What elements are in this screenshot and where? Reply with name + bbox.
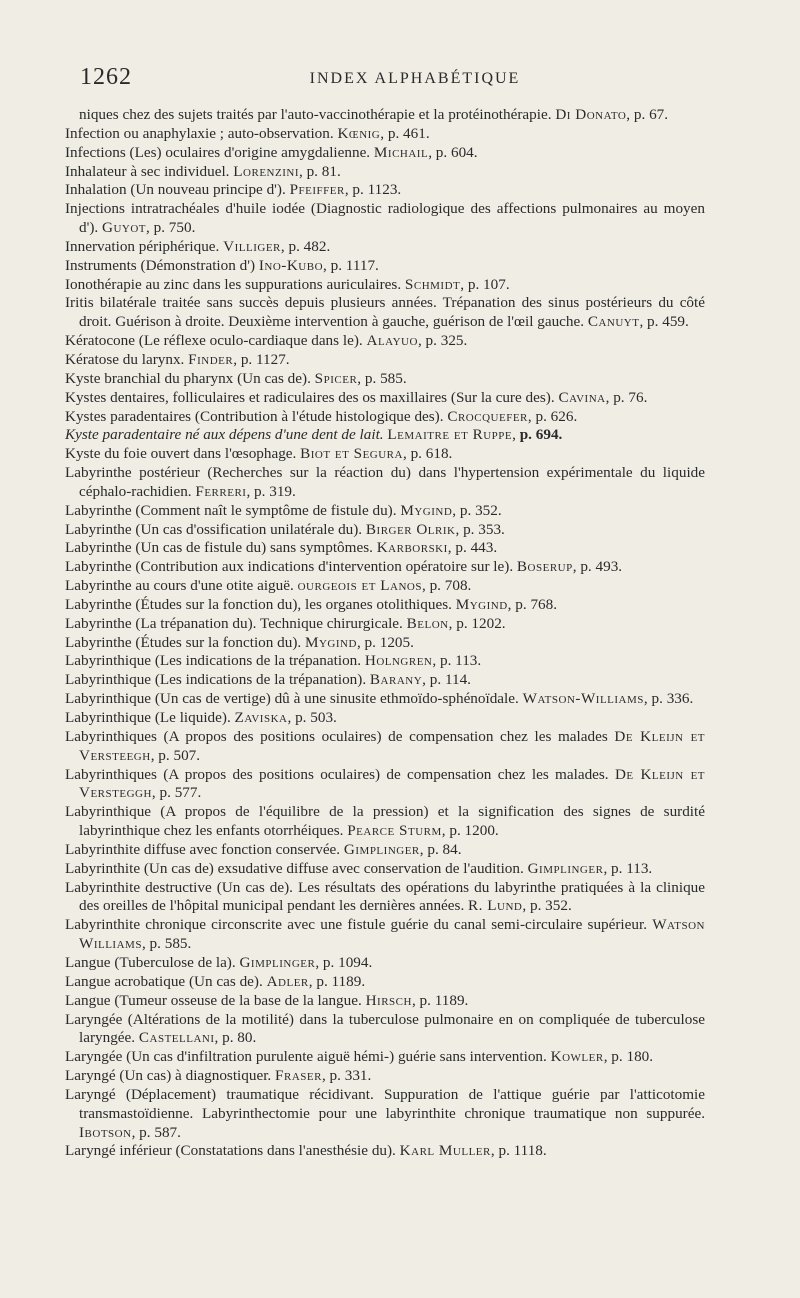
entry-page: p. 114. xyxy=(429,671,471,689)
entry-page: p. 459. xyxy=(647,313,689,331)
entry-page: p. 1200. xyxy=(449,822,499,840)
entry-page: p. 1123. xyxy=(352,181,402,199)
entry-title: Kératocone (Le réflexe oculo-cardiaque dans le). xyxy=(65,332,363,350)
entry-author: Ferreri xyxy=(195,482,247,500)
entry-title: Laryngé inférieur (Constatations dans l'anesthésie du). xyxy=(65,1142,396,1160)
index-entry: Labyrinthe (Études sur la fonction du), les organes otolithiques. Mygind, p. 768. xyxy=(65,595,558,613)
index-entry: Labyrinthite diffuse avec fonction conservée. Gimplinger, p. 84. xyxy=(65,840,462,858)
index-entry: Laryngée (Un cas d'infiltration purulente aiguë hémi-) guérie sans intervention. Kowler, p. 180. xyxy=(65,1048,654,1066)
entry-title: Labyrinthique (Les indications de la trépanation). xyxy=(65,671,367,689)
entry-page: p. 336. xyxy=(651,690,694,708)
page-number: 1262 xyxy=(80,64,132,90)
index-entry: Ionothérapie au zinc dans les suppurations auriculaires. Schmidt, p. 107. xyxy=(65,275,510,293)
index-entry: Infections (Les) oculaires d'origine amygdalienne. Michail, p. 604. xyxy=(65,143,478,161)
entry-page: p. 352. xyxy=(459,501,502,519)
index-entry: Labyrinthite chronique circonscrite avec une fistule guérie du canal semi-circulaire supérieur. Watson Williams, p. 585. xyxy=(65,916,705,953)
entry-author: Adler xyxy=(266,972,309,990)
entry-title: Labyrinthiques (A propos des positions oculaires) de compensation chez les malades xyxy=(65,727,608,745)
entry-page: p. 585. xyxy=(149,935,192,953)
index-entry: Labyrinthiques (A propos des positions oculaires) de compensation chez les malades De Kleijn et Versteegh, p. 507. xyxy=(65,727,706,764)
entry-author: Birger Olrik xyxy=(365,520,456,538)
entry-page: p. 80. xyxy=(222,1029,257,1047)
entry-author: Karl Muller xyxy=(399,1142,491,1160)
entry-author: Finder xyxy=(188,350,234,368)
entry-page: p. 482. xyxy=(288,237,331,255)
entry-title: Labyrinthite (Un cas de) exsudative diffuse avec conservation de l'audition. xyxy=(65,859,524,877)
entry-title: Laryngée (Un cas d'infiltration purulente aiguë hémi-) guérie sans intervention. xyxy=(65,1048,547,1066)
entry-title: Injections intratrachéales d'huile iodée (Diagnostic radiologique des affections pulmonaires au moyen d'). xyxy=(65,200,705,237)
entry-author: Castellani xyxy=(138,1029,215,1047)
entry-page: p. 325. xyxy=(425,332,468,350)
entry-page: p. 750. xyxy=(153,219,196,237)
entry-author: Biot et Segura xyxy=(300,445,403,463)
entry-author: Pearce Sturm xyxy=(347,822,442,840)
index-entry: Labyrinthique (Les indications de la trépanation. Holngren, p. 113. xyxy=(65,652,482,670)
entry-page: p. 113. xyxy=(611,859,653,877)
index-entry: Langue acrobatique (Un cas de). Adler, p. 1189. xyxy=(65,972,366,990)
entry-author: Boserup xyxy=(516,558,573,576)
entry-title: Inhalation (Un nouveau principe d'). xyxy=(65,181,286,199)
index-entry: Labyrinthique (Un cas de vertige) dû à une sinusite ethmoïdo-sphénoïdale. Watson-Williams, p. 336. xyxy=(65,690,694,708)
entry-page: p. 587. xyxy=(139,1123,181,1141)
entry-author: Mygind xyxy=(304,633,357,651)
entry-page: p. 1189. xyxy=(419,991,469,1009)
page-header xyxy=(0,58,800,98)
entry-page: p. 81. xyxy=(306,162,341,180)
entry-author: Karborski xyxy=(376,539,448,557)
index-entry: Labyrinthe (Un cas de fistule du) sans symptômes. Karborski, p. 443. xyxy=(65,539,498,557)
entry-page: p. 503. xyxy=(295,709,337,726)
entry-author: De Kleijn et Versteegh xyxy=(79,727,706,764)
entry-author: Hirsch xyxy=(365,991,412,1009)
entry-author: Schmidt xyxy=(404,275,461,293)
entry-page: p. 577. xyxy=(159,784,202,802)
index-entry: Kystes paradentaires (Contribution à l'étude histologique des). Crocquefer, p. 626. xyxy=(65,407,578,425)
entry-page: p. 604. xyxy=(435,143,478,161)
entry-title: Labyrinthe postérieur (Recherches sur la réaction du) dans l'hypertension expérimentale du liquide céphalo-rachidien. xyxy=(65,464,705,500)
index-entry: Labyrinthe (Comment naît le symptôme de fistule du). Mygind, p. 352. xyxy=(65,501,502,519)
index-entry: niques chez des sujets traités par l'auto-vaccinothérapie et la protéinothérapie. Di Donato, p. 67. xyxy=(79,106,669,123)
entry-title: Labyrinthe (Études sur la fonction du). xyxy=(65,633,302,651)
entry-author: Holngren xyxy=(364,652,433,670)
index-entry: Innervation périphérique. Villiger, p. 482. xyxy=(65,237,331,255)
index-entry: Labyrinthe (Études sur la fonction du). Mygind, p. 1205. xyxy=(65,633,414,651)
entry-author: Ibotson xyxy=(79,1123,132,1141)
entry-page: p. 76. xyxy=(613,388,648,406)
entry-title: Labyrinthique (A propos de l'équilibre de la pression) et la signification des signes de surdité labyrinthique chez les enfants otorrhéiques. xyxy=(65,803,705,840)
entry-page: p. 768. xyxy=(515,595,558,613)
entry-title: Laryngé (Un cas) à diagnostiquer. xyxy=(65,1067,272,1085)
index-entry: Labyrinthiques (A propos des positions oculaires) de compensation chez les malades. De Kleijn et Versteggh, p. 577. xyxy=(65,765,706,802)
entry-title: Kyste paradentaire né aux dépens d'une dent de lait. xyxy=(65,426,384,444)
index-entry: Kystes dentaires, folliculaires et radiculaires des os maxillaires (Sur la cure des). Cavina, p. 76. xyxy=(65,388,648,406)
index-entry: Iritis bilatérale traitée sans succès depuis plusieurs années. Trépanation des sinus postérieurs du côté droit. Guérison à droite. Deuxième intervention à gauche, guérison de l'œil gauche. Canuyt, p. 459. xyxy=(65,294,705,331)
entry-title: Kystes dentaires, folliculaires et radiculaires des os maxillaires (Sur la cure des). xyxy=(65,388,555,406)
index-entry: Labyrinthique (Les indications de la trépanation). Barany, p. 114. xyxy=(65,671,471,689)
index-entry: Kyste paradentaire né aux dépens d'une dent de lait. Lemaitre et Ruppe, p. 694. xyxy=(65,426,563,444)
entry-title: Laryngé (Déplacement) traumatique récidivant. Suppuration de l'attique guérie par l'atticotomie transmastoïdienne. Labyrinthectomie pour une labyrinthite chronique traumatique non suppurée. xyxy=(65,1085,705,1122)
index-entry: Laryngée (Altérations de la motilité) dans la tuberculose pulmonaire en on compliquée de tuberculose laryngée. Castellani, p. 80. xyxy=(65,1010,705,1047)
entry-author: Gimplinger xyxy=(343,840,420,858)
entry-author: Crocquefer xyxy=(447,407,528,425)
entry-author: Zaviska xyxy=(234,709,288,726)
entry-title: Labyrinthe (La trépanation du). Technique chirurgicale. xyxy=(65,614,403,632)
entry-title: Iritis bilatérale traitée sans succès depuis plusieurs années. Trépanation des sinus postérieurs du côté droit. Guérison à droite. Deuxième intervention à gauche, guérison de l'œil gauche. xyxy=(65,294,705,331)
entry-author: Kowler xyxy=(550,1048,604,1066)
entry-author: De Kleijn et Versteggh xyxy=(79,765,706,802)
entry-page: p. 67. xyxy=(633,106,669,123)
entry-author: R. Lund xyxy=(468,897,523,915)
entry-title: Innervation périphérique. xyxy=(65,237,220,255)
entry-page: p. 507. xyxy=(158,746,201,764)
entry-title: Labyrinthite diffuse avec fonction conservée. xyxy=(65,840,341,858)
index-entry: Labyrinthique (A propos de l'équilibre de la pression) et la signification des signes de surdité labyrinthique chez les enfants otorrhéiques. Pearce Sturm, p. 1200. xyxy=(65,803,705,840)
entry-page: p. 1118. xyxy=(498,1142,547,1160)
entry-page: p. 319. xyxy=(254,482,296,500)
entry-author: Lorenzini xyxy=(233,162,299,180)
entry-title: Langue (Tumeur osseuse de la base de la langue. xyxy=(65,991,362,1009)
entry-title: Infection ou anaphylaxie ; auto-observation. xyxy=(65,124,334,142)
entry-author: ourgeois et Lanos xyxy=(297,577,422,595)
entry-author: Fraser xyxy=(275,1067,322,1085)
entry-author: Watson Williams xyxy=(79,916,705,953)
entry-page: p. 626. xyxy=(535,407,578,425)
entry-author: Villiger xyxy=(223,237,281,255)
entry-page: p. 618. xyxy=(410,445,453,463)
entry-author: Gimplinger xyxy=(239,953,316,971)
running-title: INDEX ALPHABÉTIQUE xyxy=(309,70,521,87)
entry-title: Labyrinthe (Un cas d'ossification unilatérale du). xyxy=(65,520,363,538)
index-entry: Labyrinthite (Un cas de) exsudative diffuse avec conservation de l'audition. Gimplinger, p. 113. xyxy=(65,859,653,877)
entry-author: Gimplinger xyxy=(527,859,604,877)
index-entry: Langue (Tuberculose de la). Gimplinger, p. 1094. xyxy=(65,953,373,971)
entry-author: Mygind xyxy=(400,501,453,519)
entry-author: Pfeiffer xyxy=(289,181,345,199)
entry-page: p. 1205. xyxy=(364,633,414,651)
entry-page: p. 113. xyxy=(439,652,482,670)
index-entry: Inhalateur à sec individuel. Lorenzini, p. 81. xyxy=(65,162,341,180)
index-entry: Kératocone (Le réflexe oculo-cardiaque dans le). Alayuo, p. 325. xyxy=(65,332,468,350)
entry-page: p. 585. xyxy=(364,369,407,387)
index-entry: Instruments (Démonstration d') Ino-Kubo, p. 1117. xyxy=(65,256,379,274)
entry-title: Kératose du larynx. xyxy=(65,350,185,368)
entry-title: Labyrinthite chronique circonscrite avec une fistule guérie du canal semi-circulaire supérieur. xyxy=(65,916,647,934)
entry-title: Instruments (Démonstration d') xyxy=(65,256,256,274)
entry-title: Labyrinthe (Études sur la fonction du), les organes otolithiques. xyxy=(65,595,452,613)
index-entry: Laryngé (Un cas) à diagnostiquer. Fraser, p. 331. xyxy=(65,1067,372,1085)
entry-page: p. 1189. xyxy=(316,972,366,990)
index-entry: Labyrinthe (Contribution aux indications d'intervention opératoire sur le). Boserup, p. 493. xyxy=(65,558,623,576)
entry-author: Ino-Kubo xyxy=(258,256,324,274)
entry-title: Langue (Tuberculose de la). xyxy=(65,953,236,971)
entry-author: Michail xyxy=(373,143,429,161)
index-entry: Labyrinthe au cours d'une otite aiguë. ourgeois et Lanos, p. 708. xyxy=(65,577,472,595)
entry-author: Canuyt xyxy=(587,313,640,331)
entry-page: p. 461. xyxy=(387,124,430,142)
entry-page: p. 107. xyxy=(467,275,510,293)
entry-author: Kœnig xyxy=(337,124,381,142)
entry-page: p. 1127. xyxy=(240,350,290,368)
entry-title: Labyrinthique (Le liquide). xyxy=(65,709,231,726)
index-entry: Labyrinthe postérieur (Recherches sur la réaction du) dans l'hypertension expérimentale du liquide céphalo-rachidien. Ferreri, p. 319. xyxy=(65,464,705,500)
entry-page: p. 1094. xyxy=(322,953,373,971)
entry-title: niques chez des sujets traités par l'auto-vaccinothérapie et la protéinothérapie. xyxy=(79,106,552,123)
entry-page: p. 443. xyxy=(455,539,498,557)
entry-title: Labyrinthiques (A propos des positions oculaires) de compensation chez les malades. xyxy=(65,765,609,783)
entry-author: Cavina xyxy=(558,388,606,406)
index-entry: Laryngé (Déplacement) traumatique récidivant. Suppuration de l'attique guérie par l'atticotomie transmastoïdienne. Labyrinthectomie pour une labyrinthite chronique traumatique non suppurée. Ibotson, p. 587. xyxy=(65,1085,705,1141)
entry-author: Watson-Williams xyxy=(522,690,644,708)
entry-title: Inhalateur à sec individuel. xyxy=(65,162,230,180)
entry-author: Di Donato xyxy=(555,106,627,123)
entry-title: Kyste du foie ouvert dans l'œsophage. xyxy=(65,445,297,463)
entry-title: Infections (Les) oculaires d'origine amygdalienne. xyxy=(65,143,371,161)
index-entry: Infection ou anaphylaxie ; auto-observation. Kœnig, p. 461. xyxy=(65,124,430,142)
index-entry: Labyrinthique (Le liquide). Zaviska, p. 503. xyxy=(65,709,337,726)
entry-page: p. 352. xyxy=(529,897,572,915)
entry-author: Lemaitre et Ruppe xyxy=(387,426,513,444)
entry-author: Alayuo xyxy=(366,332,418,350)
entry-title: Labyrinthique (Les indications de la trépanation. xyxy=(65,652,362,670)
entry-author: Mygind xyxy=(455,595,508,613)
entry-page: p. 331. xyxy=(329,1067,372,1085)
entry-title: Labyrinthe (Comment naît le symptôme de fistule du). xyxy=(65,501,397,519)
index-entry: Labyrinthe (La trépanation du). Technique chirurgicale. Belon, p. 1202. xyxy=(65,614,506,632)
entry-page: p. 84. xyxy=(427,840,462,858)
index-entry: Laryngé inférieur (Constatations dans l'anesthésie du). Karl Muller, p. 1118. xyxy=(65,1142,547,1160)
entry-page: p. 694. xyxy=(519,426,563,444)
index-entry: Inhalation (Un nouveau principe d'). Pfeiffer, p. 1123. xyxy=(65,181,402,199)
entry-title: Langue acrobatique (Un cas de). xyxy=(65,972,263,990)
entry-title: Laryngée (Altérations de la motilité) dans la tuberculose pulmonaire en on compliquée de tuberculose laryngée. xyxy=(65,1010,705,1047)
entry-title: Labyrinthique (Un cas de vertige) dû à une sinusite ethmoïdo-sphénoïdale. xyxy=(65,690,519,708)
index-entry: Injections intratrachéales d'huile iodée (Diagnostic radiologique des affections pulmonaires au moyen d'). Guyot, p. 750. xyxy=(65,200,705,237)
entry-page: p. 353. xyxy=(463,520,505,538)
entry-author: Guyot xyxy=(101,219,147,237)
entry-title: Labyrinthite destructive (Un cas de). Les résultats des opérations du labyrinthe pratiquées à la clinique des oreilles de l'hôpital municipal pendant les dernières années. xyxy=(65,878,705,915)
entry-author: Belon xyxy=(406,614,449,632)
entry-author: Barany xyxy=(369,671,423,689)
index-entry: Langue (Tumeur osseuse de la base de la langue. Hirsch, p. 1189. xyxy=(65,991,469,1009)
entry-title: Ionothérapie au zinc dans les suppurations auriculaires. xyxy=(65,275,402,293)
entry-page: p. 1117. xyxy=(330,256,379,274)
entry-page: p. 708. xyxy=(429,577,472,595)
entry-title: Labyrinthe (Un cas de fistule du) sans symptômes. xyxy=(65,539,373,557)
entry-title: Labyrinthe au cours d'une otite aiguë. xyxy=(65,577,294,595)
index-entry: Kératose du larynx. Finder, p. 1127. xyxy=(65,350,290,368)
entry-title: Labyrinthe (Contribution aux indications d'intervention opératoire sur le). xyxy=(65,558,514,576)
entry-page: p. 1202. xyxy=(456,614,506,632)
index-entry: Kyste du foie ouvert dans l'œsophage. Biot et Segura, p. 618. xyxy=(65,445,453,463)
index-entries xyxy=(65,106,705,1161)
entry-author: Spicer xyxy=(314,369,358,387)
entry-title: Kystes paradentaires (Contribution à l'étude histologique des). xyxy=(65,407,444,425)
entry-page: p. 180. xyxy=(611,1048,654,1066)
entry-page: p. 493. xyxy=(580,558,623,576)
entry-title: Kyste branchial du pharynx (Un cas de). xyxy=(65,369,311,387)
index-entry: Labyrinthite destructive (Un cas de). Les résultats des opérations du labyrinthe pratiquées à la clinique des oreilles de l'hôpital municipal pendant les dernières années. R. Lund, p. 352. xyxy=(65,878,705,915)
index-entry: Labyrinthe (Un cas d'ossification unilatérale du). Birger Olrik, p. 353. xyxy=(65,520,505,538)
index-entry: Kyste branchial du pharynx (Un cas de). Spicer, p. 585. xyxy=(65,369,407,387)
